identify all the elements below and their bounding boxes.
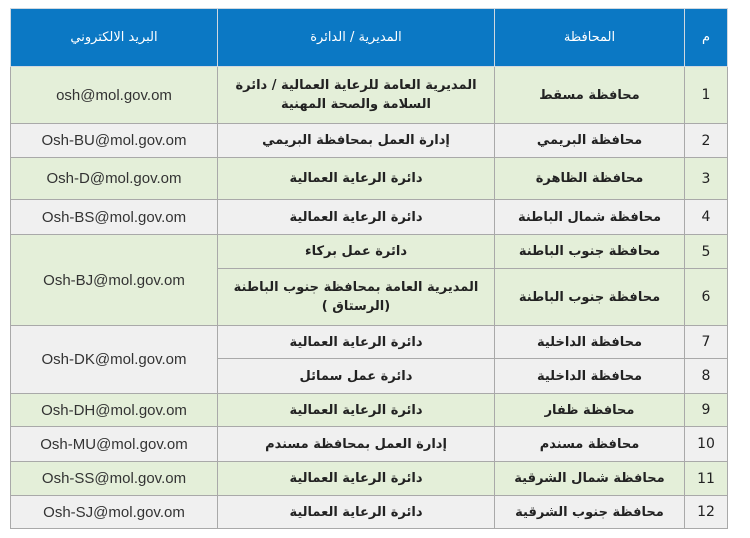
directorate-cell: دائرة الرعاية العمالية	[218, 158, 495, 200]
table-row	[11, 158, 728, 200]
email-cell[interactable]: Osh-BJ@mol.gov.om	[11, 235, 218, 326]
header-directorate: المديرية / الدائرة	[218, 9, 495, 67]
email-cell[interactable]: Osh-DH@mol.gov.om	[11, 394, 218, 427]
row-number: 6	[685, 269, 728, 326]
table-row	[11, 67, 728, 124]
governorate-cell: محافظة الداخلية	[495, 359, 685, 394]
governorate-cell: محافظة شمال الشرقية	[495, 462, 685, 496]
governorate-cell: محافظة الداخلية	[495, 326, 685, 359]
row-number: 5	[685, 235, 728, 269]
governorate-cell: محافظة شمال الباطنة	[495, 200, 685, 235]
header-governorate: المحافظة	[495, 9, 685, 67]
governorate-cell: محافظة جنوب الباطنة	[495, 235, 685, 269]
row-number: 12	[685, 496, 728, 529]
email-cell[interactable]: Osh-D@mol.gov.om	[11, 158, 218, 200]
table-row	[11, 326, 728, 359]
directorate-cell: دائرة الرعاية العمالية	[218, 462, 495, 496]
governorate-cell: محافظة الظاهرة	[495, 158, 685, 200]
email-cell[interactable]: Osh-MU@mol.gov.om	[11, 427, 218, 462]
email-cell[interactable]: Osh-DK@mol.gov.om	[11, 326, 218, 394]
directorate-cell: إدارة العمل بمحافظة البريمي	[218, 124, 495, 158]
row-number: 10	[685, 427, 728, 462]
directorate-cell: دائرة الرعاية العمالية	[218, 200, 495, 235]
offices-table	[10, 8, 728, 529]
table-row	[11, 496, 728, 529]
row-number: 8	[685, 359, 728, 394]
directorate-cell: المديرية العامة للرعاية العمالية / دائرة السلامة والصحة المهنية	[218, 67, 495, 124]
header-num: م	[685, 9, 728, 67]
governorate-cell: محافظة مسندم	[495, 427, 685, 462]
governorate-cell: محافظة جنوب الشرقية	[495, 496, 685, 529]
email-cell[interactable]: Osh-SS@mol.gov.om	[11, 462, 218, 496]
table-row	[11, 427, 728, 462]
header-email: البريد الالكتروني	[11, 9, 218, 67]
directorate-cell: دائرة الرعاية العمالية	[218, 326, 495, 359]
governorate-cell: محافظة ظفار	[495, 394, 685, 427]
directorate-cell: دائرة عمل بركاء	[218, 235, 495, 269]
email-cell[interactable]: Osh-BS@mol.gov.om	[11, 200, 218, 235]
row-number: 9	[685, 394, 728, 427]
table-row	[11, 200, 728, 235]
directorate-cell: المديرية العامة بمحافظة جنوب الباطنة (الرستاق )	[218, 269, 495, 326]
email-cell[interactable]: Osh-BU@mol.gov.om	[11, 124, 218, 158]
directorate-cell: دائرة الرعاية العمالية	[218, 496, 495, 529]
table-row	[11, 394, 728, 427]
directorate-cell: إدارة العمل بمحافظة مسندم	[218, 427, 495, 462]
row-number: 4	[685, 200, 728, 235]
directorate-cell: دائرة الرعاية العمالية	[218, 394, 495, 427]
table-header-row	[11, 9, 728, 67]
email-cell[interactable]: Osh-SJ@mol.gov.om	[11, 496, 218, 529]
governorate-cell: محافظة البريمي	[495, 124, 685, 158]
table-row	[11, 124, 728, 158]
email-cell[interactable]: osh@mol.gov.om	[11, 67, 218, 124]
row-number: 3	[685, 158, 728, 200]
governorate-cell: محافظة مسقط	[495, 67, 685, 124]
row-number: 11	[685, 462, 728, 496]
table-row	[11, 235, 728, 269]
directorate-cell: دائرة عمل سمائل	[218, 359, 495, 394]
row-number: 7	[685, 326, 728, 359]
row-number: 2	[685, 124, 728, 158]
row-number: 1	[685, 67, 728, 124]
table-row	[11, 462, 728, 496]
governorate-cell: محافظة جنوب الباطنة	[495, 269, 685, 326]
